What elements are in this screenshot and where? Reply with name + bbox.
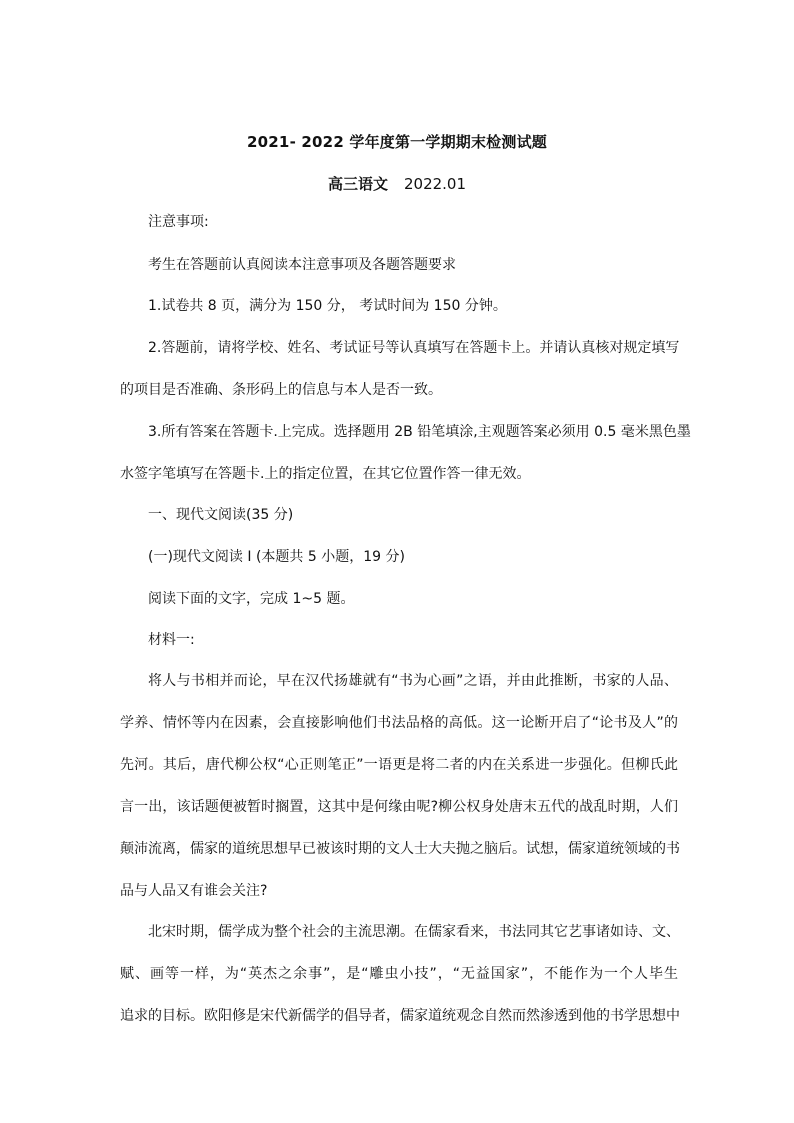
exam-date: 2022.01 bbox=[403, 175, 467, 193]
paragraph-1-line-3: 先河。其后，唐代柳公权“心正则笔正”一语更是将二者的内在关系进一步强化。但柳氏此 bbox=[120, 757, 678, 773]
paragraph-2-line-3: 追求的目标。欧阳修是宋代新儒学的倡导者，儒家道统观念自然而然渗透到他的书学思想中 bbox=[120, 1008, 680, 1024]
subject-label: 高三语文 bbox=[327, 175, 388, 193]
paragraph-1-line-1: 将人与书相并而论，早在汉代扬雄就有“书为心画”之语，并由此推断，书家的人品、 bbox=[148, 673, 678, 689]
exam-subtitle bbox=[0, 173, 794, 194]
paragraph-2-line-1: 北宋时期，儒学成为整个社会的主流思潮。在儒家看来，书法同其它艺事诸如诗、文、 bbox=[148, 924, 680, 940]
rule-3-line-2: 水签字笔填写在答题卡.上的指定位置，在其它位置作答一律无效。 bbox=[120, 466, 531, 482]
rule-2-line-2: 的项目是否准确、条形码上的信息与本人是否一致。 bbox=[120, 382, 442, 398]
reading-instruction: 阅读下面的文字，完成 1~5 题。 bbox=[148, 591, 355, 607]
rule-1: 1.试卷共 8 页，满分为 150 分， 考试时间为 150 分钟。 bbox=[148, 298, 507, 314]
paragraph-2-line-2: 赋、画等一样，为“英杰之余事”，是“雕虫小技”，“无益国家”，不能作为一个人毕生 bbox=[120, 966, 678, 982]
exam-title: 2021- 2022 学年度第一学期期末检测试题 bbox=[247, 133, 547, 151]
paragraph-1-line-6: 品与人品又有谁会关注? bbox=[120, 883, 268, 899]
notice-intro: 考生在答题前认真阅读本注意事项及各题答题要求 bbox=[148, 257, 456, 273]
subsection-heading: (一)现代文阅读 I (本题共 5 小题，19 分) bbox=[148, 549, 405, 565]
paragraph-1-line-5: 颠沛流离，儒家的道统思想早已被该时期的文人士大夫抛之脑后。试想，儒家道统领域的书 bbox=[120, 841, 680, 857]
section-heading: 一、现代文阅读(35 分) bbox=[148, 507, 294, 523]
material-label: 材料一: bbox=[148, 632, 195, 648]
paragraph-1-line-4: 言一出，该话题便被暂时搁置，这其中是何缘由呢?柳公权身处唐末五代的战乱时期，人们 bbox=[120, 799, 678, 815]
rule-3-line-1: 3.所有答案在答题卡.上完成。选择题用 2B 铅笔填涂,主观题答案必须用 0.5 毫米黑色墨 bbox=[148, 424, 691, 440]
notice-heading: 注意事项: bbox=[148, 214, 209, 230]
rule-2-line-1: 2.答题前，请将学校、姓名、考试证号等认真填写在答题卡上。并请认真核对规定填写 bbox=[148, 340, 680, 356]
paragraph-1-line-2: 学养、情怀等内在因素，会直接影响他们书法品格的高低。这一论断开启了“论书及人”的 bbox=[120, 715, 678, 731]
